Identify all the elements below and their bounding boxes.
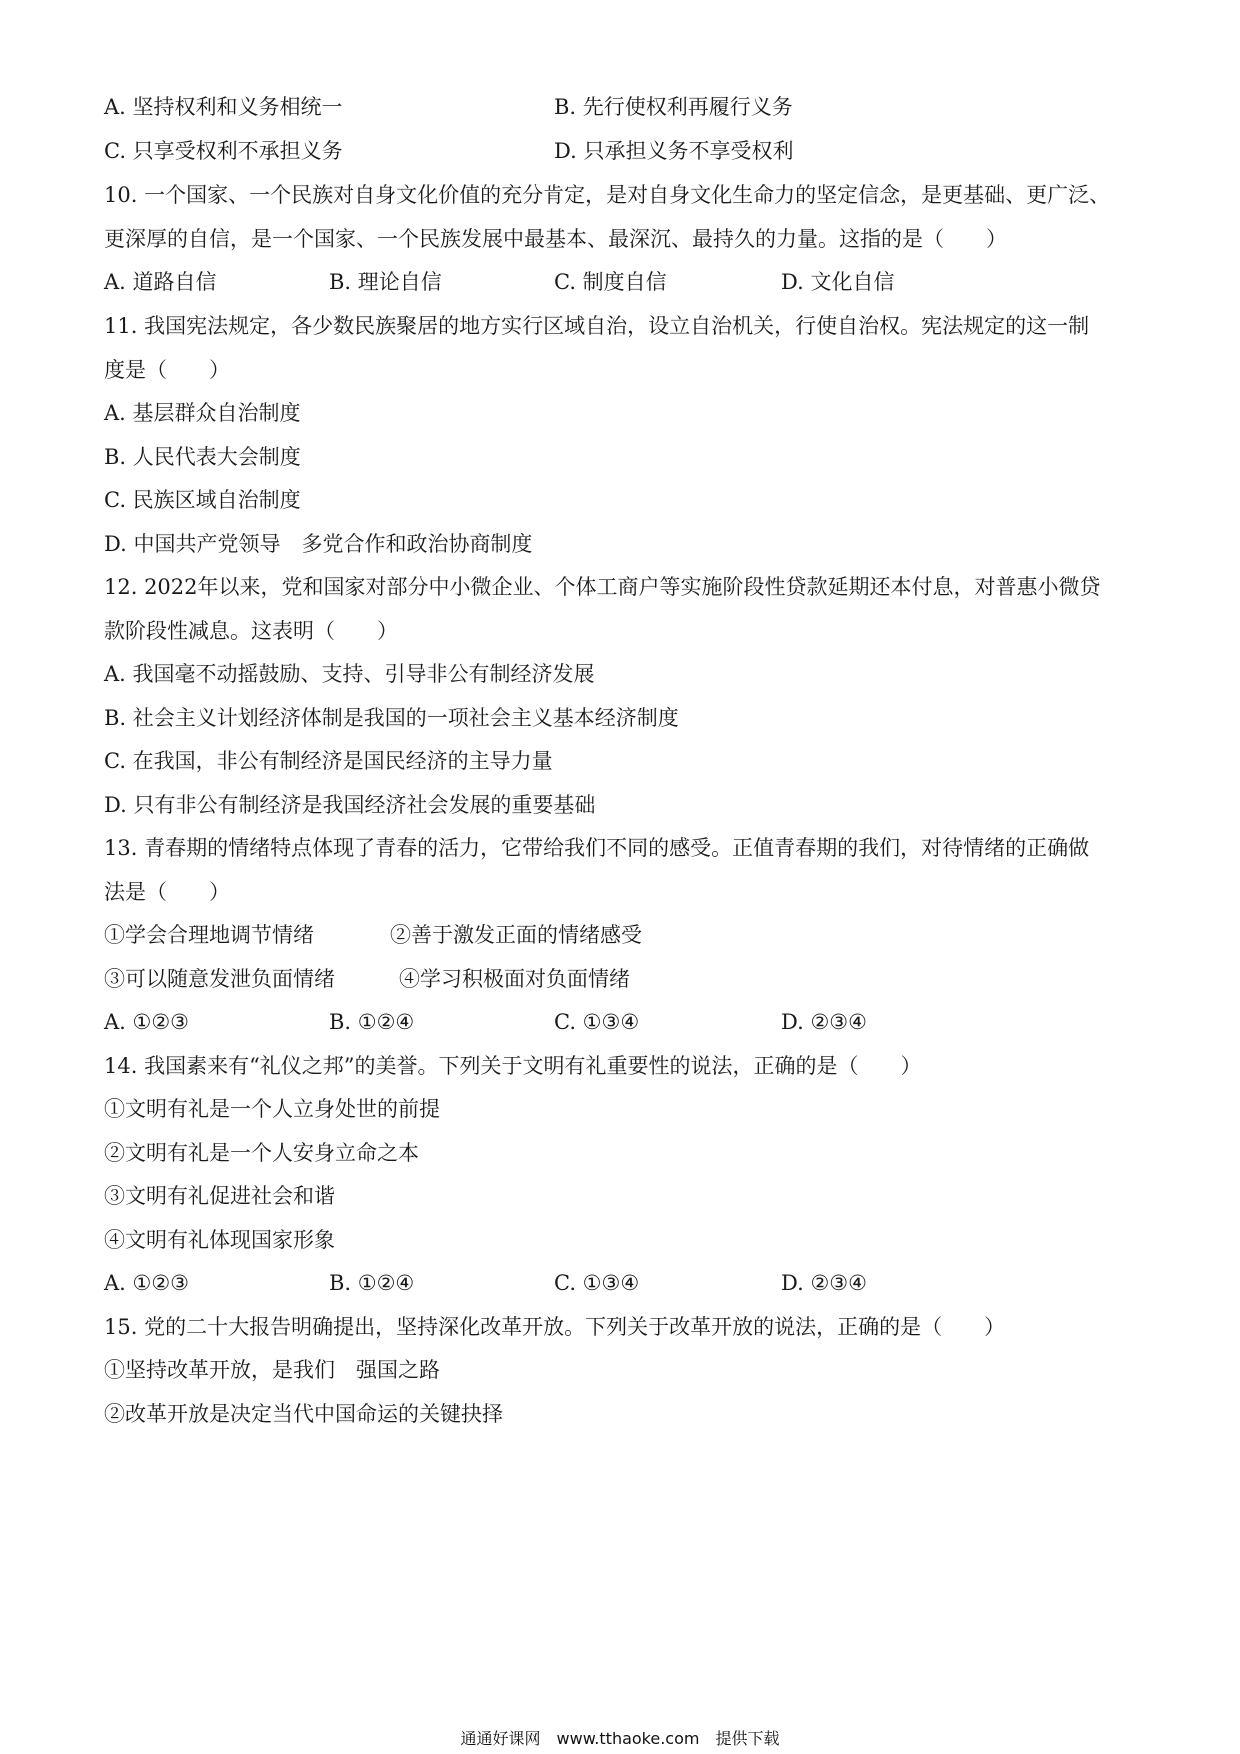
- q11-option-d: D. 中国共产党领导 多党合作和政治协商制度: [104, 532, 533, 556]
- q14-stem-line-1: 14. 我国素来有“礼仪之邦”的美誉。下列关于文明有礼重要性的说法，正确的是（ ）: [104, 1054, 922, 1078]
- q11-option-c: C. 民族区域自治制度: [104, 488, 301, 512]
- q14-item-4: ④文明有礼体现国家形象: [104, 1228, 335, 1252]
- q14-item-1: ①文明有礼是一个人立身处世的前提: [104, 1097, 440, 1121]
- q15-item-1: ①坚持改革开放，是我们 强国之路: [104, 1358, 440, 1382]
- q14-option-c: C. ①③④: [554, 1271, 640, 1295]
- q9-options-row-1: [104, 92, 1134, 122]
- q14-option-d: D. ②③④: [781, 1271, 867, 1295]
- q12-option-d: D. 只有非公有制经济是我国经济社会发展的重要基础: [104, 793, 596, 817]
- q14-option-a: A. ①②③: [104, 1271, 189, 1295]
- q13-option-d: D. ②③④: [781, 1010, 867, 1034]
- q14-item-3: ③文明有礼促进社会和谐: [104, 1184, 335, 1208]
- q9-options-row-2: [104, 136, 1134, 166]
- q15-stem-line-1: 15. 党的二十大报告明确提出，坚持深化改革开放。下列关于改革开放的说法，正确的是（ ）: [104, 1315, 1006, 1339]
- q10-option-c: C. 制度自信: [554, 270, 667, 294]
- q13-item-4: ④学习积极面对负面情绪: [399, 967, 630, 991]
- q12-option-c: C. 在我国，非公有制经济是国民经济的主导力量: [104, 749, 553, 773]
- q13-item-3: ③可以随意发泄负面情绪: [104, 967, 335, 991]
- q13-item-2: ②善于激发正面的情绪感受: [390, 923, 642, 947]
- q9-option-c: C. 只享受权利不承担义务: [104, 139, 343, 163]
- q13-item-1: ①学会合理地调节情绪: [104, 923, 314, 947]
- q11-option-a: A. 基层群众自治制度: [104, 401, 301, 425]
- q12-option-b: B. 社会主义计划经济体制是我国的一项社会主义基本经济制度: [104, 706, 679, 730]
- q11-option-b: B. 人民代表大会制度: [104, 445, 301, 469]
- q13-items-row-2: [104, 964, 1134, 994]
- q10-option-b: B. 理论自信: [329, 270, 442, 294]
- q9-option-a: A. 坚持权利和义务相统一: [104, 95, 343, 119]
- q13-option-b: B. ①②④: [329, 1010, 415, 1034]
- q10-stem-line-2: 更深厚的自信，是一个国家、一个民族发展中最基本、最深沉、最持久的力量。这指的是（ ）: [104, 227, 1007, 251]
- q15-item-2: ②改革开放是决定当代中国命运的关键抉择: [104, 1402, 503, 1426]
- footer-source-text: 通通好课网 www.tthaoke.com 提供下载: [460, 1729, 780, 1748]
- q14-options-row: [104, 1268, 1134, 1298]
- q11-stem-line-1: 11. 我国宪法规定，各少数民族聚居的地方实行区域自治，设立自治机关，行使自治权。宪法规定的这一制: [104, 314, 1090, 338]
- q14-option-b: B. ①②④: [329, 1271, 415, 1295]
- q12-stem-line-1: 12. 2022年以来，党和国家对部分中小微企业、个体工商户等实施阶段性贷款延期还本付息，对普惠小微贷: [104, 575, 1101, 599]
- q13-option-c: C. ①③④: [554, 1010, 640, 1034]
- q10-options-row: [104, 267, 1134, 297]
- q11-stem-line-2: 度是（ ）: [104, 358, 230, 382]
- q10-stem-line-1: 10. 一个国家、一个民族对自身文化价值的充分肯定，是对自身文化生命力的坚定信念，是更基础、更广泛、: [104, 183, 1111, 207]
- q12-stem-line-2: 款阶段性减息。这表明（ ）: [104, 619, 398, 643]
- q10-option-d: D. 文化自信: [781, 270, 895, 294]
- q9-option-d: D. 只承担义务不享受权利: [554, 139, 794, 163]
- q9-option-b: B. 先行使权利再履行义务: [554, 95, 793, 119]
- q12-option-a: A. 我国毫不动摇鼓励、支持、引导非公有制经济发展: [104, 662, 595, 686]
- q13-option-a: A. ①②③: [104, 1010, 189, 1034]
- q13-items-row-1: [104, 920, 1134, 950]
- q13-stem-line-1: 13. 青春期的情绪特点体现了青春的活力，它带给我们不同的感受。正值青春期的我们，对待情绪的正确做: [104, 836, 1090, 860]
- q13-options-row: [104, 1007, 1134, 1037]
- q14-item-2: ②文明有礼是一个人安身立命之本: [104, 1141, 419, 1165]
- q10-option-a: A. 道路自信: [104, 270, 217, 294]
- q13-stem-line-2: 法是（ ）: [104, 880, 230, 904]
